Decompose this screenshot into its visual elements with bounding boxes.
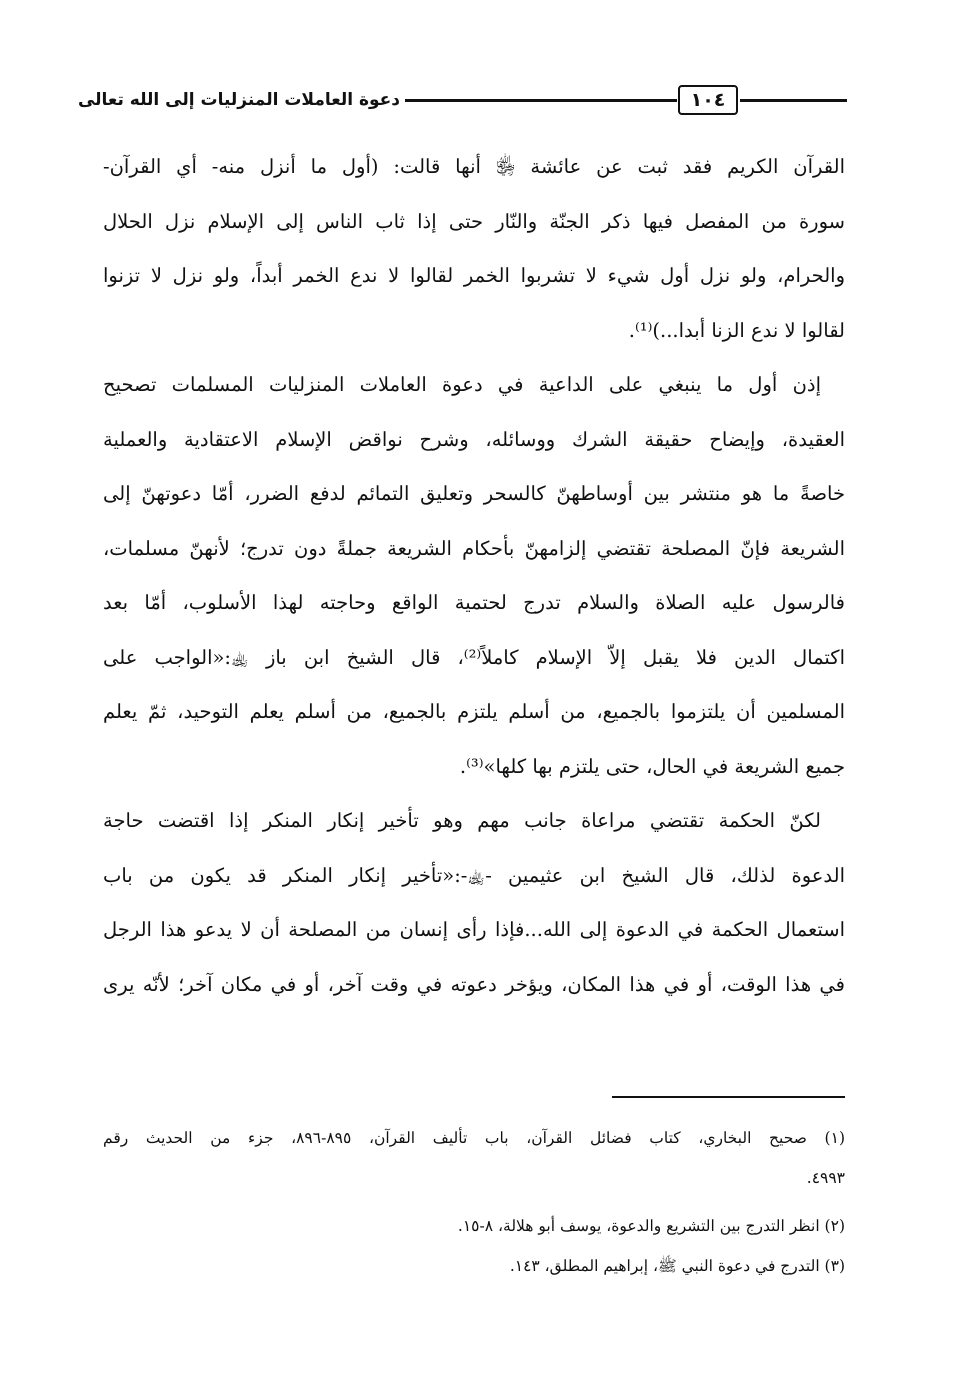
body-line: لقالوا لا ندع الزنا أبدا...)⁽¹⁾. [628,318,845,342]
footnote-3: (٣) التدرج في دعوة النبي ﷺ، إبراهيم المطلق، ١٤٣. [509,1257,845,1275]
body-line: إذن أول ما ينبغي على الداعية في دعوة العاملات المنزليات المسلمات تصحيح [103,373,821,396]
footnote-1: (١) صحيح البخاري، كتاب فضائل القرآن، باب تأليف القرآن، ٨٩٥-٨٩٦، جزء من الحديث رقم [103,1129,845,1147]
body-line: استعمال الحكمة في الدعوة إلى الله...فإذا رأى إنسان من المصلحة أن لا يدعو هذا الرجل [103,918,845,941]
footnote-1-continued: ٤٩٩٣. [806,1169,845,1187]
body-line: خاصةً ما هو منتشر بين أوساطهنّ كالسحر وتعليق التمائم لدفع الضرر، أمّا دعوتهنّ إلى [103,482,845,505]
body-line: لكنّ الحكمة تقتضي مراعاة جانب مهم وهو تأخير إنكار المنكر إذا اقتضت حاجة [103,809,821,832]
body-line: سورة من المفصل فيها ذكر الجنّة والنّار حتى إذا ثاب الناس إلى الإسلام نزل الحلال [103,209,845,233]
body-line: اكتمال الدين فلا يقبل إلاّ الإسلام كاملاً⁽²⁾، قال الشيخ ابن باز ﵀:«الواجب على [103,645,845,669]
body-line: القرآن الكريم فقد ثبت عن عائشة ﵂ أنها قالت: (أول ما أنزل منه- أي القرآن- [103,155,845,178]
body-line: والحرام، ولو نزل أول شيء لا تشربوا الخمر لقالوا لا ندع الخمر أبداً، ولو نزل لا تزنوا [103,264,845,287]
body-line: جميع الشريعة في الحال، حتى يلتزم بها كلها»⁽³⁾. [459,754,845,778]
header-rule-left [405,99,677,102]
body-text [103,140,845,1012]
running-header [77,82,847,126]
page-number: ١٠٤ [678,85,738,115]
footnote-separator [612,1096,845,1098]
body-line: فالرسول عليه الصلاة والسلام تدرج لحتمية الواقع وحاجته لهذا الأسلوب، أمّا بعد [103,591,845,614]
header-rule-right [740,99,847,102]
body-line: العقيدة، وإيضاح حقيقة الشرك ووسائله، وشرح نواقض الإسلام الاعتقادية والعملية [103,427,845,451]
body-line: الشريعة فإنّ المصلحة تقتضي إلزامهنّ بأحكام الشريعة جملةً دون تدرج؛ لأنهنّ مسلمات، [103,536,845,560]
body-line: المسلمين أن يلتزموا بالجميع، من أسلم يلتزم بالجميع، من أسلم يعلم التوحيد، ثمّ يعلم [103,700,845,723]
body-line: في هذا الوقت، أو في هذا المكان، ويؤخر دعوته في وقت آخر، أو في مكان آخر؛ لأنّه يرى [103,972,845,996]
body-line: الدعوة لذلك، قال الشيخ ابن عثيمين -﵀-:«تأخير إنكار المنكر قد يكون من باب [103,863,845,887]
header-title: دعوة العاملات المنزليات إلى الله تعالى [77,90,400,110]
footnotes [103,1118,845,1286]
footnote-2: (٢) انظر التدرج بين التشريع والدعوة، يوسف أبو هلالة، ٨-١٥. [457,1217,845,1235]
